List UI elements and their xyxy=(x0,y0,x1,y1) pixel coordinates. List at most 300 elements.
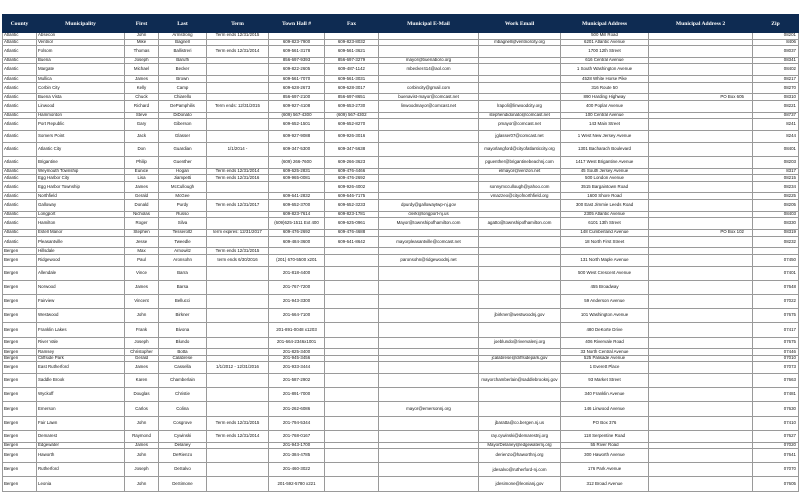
cell-work-email xyxy=(479,46,561,58)
cell-town-hall-phone: (609)625-1511 Ext 400 xyxy=(269,218,325,230)
cell-county: Atlantic xyxy=(3,142,37,156)
cell-first-name: Frank xyxy=(125,323,159,337)
cell-county: Atlantic xyxy=(3,218,37,230)
cell-zip: 07073 xyxy=(753,362,799,374)
cell-municipal-email xyxy=(379,168,479,175)
cell-fax xyxy=(325,266,379,280)
cell-last-name: Purdy xyxy=(159,200,207,212)
table-row xyxy=(3,362,799,374)
cell-last-name: Jiampetti xyxy=(159,175,207,182)
cell-last-name: Brown xyxy=(159,76,207,83)
cell-fax: 609-476-2692 xyxy=(325,175,379,182)
cell-municipal-address: 143 Main Street xyxy=(561,119,649,131)
cell-municipal-email: clerk@longport-nj.us xyxy=(379,211,479,218)
cell-term: term ends 6/30/2016 xyxy=(207,254,269,266)
cell-fax: 609-926-3016 xyxy=(325,131,379,143)
column-header-work-email: Work Email xyxy=(479,15,561,33)
cell-municipality: East Rutherford xyxy=(37,362,125,374)
cell-municipal-address-2 xyxy=(649,248,753,255)
cell-last-name: Calabrese xyxy=(159,355,207,362)
cell-work-email xyxy=(479,254,561,266)
cell-first-name: Joseph xyxy=(125,57,159,64)
cell-last-name: Barra xyxy=(159,266,207,280)
cell-municipal-email xyxy=(379,46,479,58)
cell-work-email xyxy=(479,402,561,416)
cell-municipal-email xyxy=(379,477,479,491)
cell-term xyxy=(207,94,269,101)
cell-municipal-address: 33 North Central Avenue xyxy=(561,349,649,356)
cell-municipal-address-2: PO Box 102 xyxy=(649,230,753,237)
cell-fax xyxy=(325,402,379,416)
cell-municipal-email xyxy=(379,156,479,168)
cell-municipal-address: 1700 12th Street xyxy=(561,46,649,58)
cell-first-name: John xyxy=(125,477,159,491)
cell-first-name: James xyxy=(125,181,159,193)
cell-last-name: DiDonato xyxy=(159,112,207,119)
cell-municipal-address-2 xyxy=(649,309,753,323)
cell-fax xyxy=(325,362,379,374)
cell-town-hall-phone: 609-652-1501 xyxy=(269,119,325,131)
cell-town-hall-phone: 201-767-7200 xyxy=(269,280,325,294)
cell-county: Atlantic xyxy=(3,131,37,143)
cell-municipality: Hamilton xyxy=(37,218,125,230)
cell-municipal-address-2 xyxy=(649,181,753,193)
cell-last-name: McGee xyxy=(159,193,207,200)
cell-municipality: Folsom xyxy=(37,46,125,58)
cell-zip: 08341 xyxy=(753,57,799,64)
cell-municipal-address: 500 Mill Road xyxy=(561,33,649,40)
cell-term xyxy=(207,280,269,294)
cell-municipality: Atlantic City xyxy=(37,142,125,156)
cell-last-name: Cosgrove xyxy=(159,416,207,430)
cell-fax: 609-476-4688 xyxy=(325,230,379,237)
cell-zip: 08401 xyxy=(753,142,799,156)
cell-county: Bergen xyxy=(3,248,37,255)
cell-last-name: Silva xyxy=(159,218,207,230)
cell-term: Term ends 12/31/2015 xyxy=(207,248,269,255)
cell-municipal-email xyxy=(379,142,479,156)
cell-work-email: sonnymccullough@yahoo.com xyxy=(479,181,561,193)
cell-work-email xyxy=(479,175,561,182)
cell-municipal-address: 6101 13th Street xyxy=(561,218,649,230)
cell-work-email: jdesimone@leonianj.gov xyxy=(479,477,561,491)
cell-municipal-email xyxy=(379,416,479,430)
cell-term xyxy=(207,218,269,230)
cell-last-name: Chiarello xyxy=(159,94,207,101)
cell-municipal-address: 101 Washington Avenue xyxy=(561,309,649,323)
cell-first-name: Paul xyxy=(125,254,159,266)
cell-county: Atlantic xyxy=(3,181,37,193)
cell-work-email: jglasser07@comcast.net xyxy=(479,131,561,143)
cell-county: Bergen xyxy=(3,416,37,430)
cell-town-hall-phone xyxy=(269,181,325,193)
cell-town-hall-phone xyxy=(269,33,325,40)
cell-municipal-email xyxy=(379,337,479,349)
cell-municipal-address-2 xyxy=(649,355,753,362)
cell-municipality: Cliffside Park xyxy=(37,355,125,362)
cell-term xyxy=(207,463,269,477)
cell-last-name: Ballistreri xyxy=(159,46,207,58)
cell-municipal-address: 1 West New Jersey Avenue xyxy=(561,131,649,143)
mayors-table xyxy=(2,14,799,492)
cell-municipal-address: 118 Serpentine Road xyxy=(561,430,649,442)
cell-municipal-address: 316 Route 50 xyxy=(561,82,649,94)
cell-last-name: McCullough xyxy=(159,181,207,193)
cell-zip: 07648 xyxy=(753,280,799,294)
cell-work-email xyxy=(479,82,561,94)
table-row xyxy=(3,119,799,131)
cell-municipal-address xyxy=(561,248,649,255)
column-header-municipal-address-2: Municipal Address 2 xyxy=(649,15,753,33)
cell-first-name: James xyxy=(125,362,159,374)
cell-work-email: jcalabrese@cliffsidepark.gov xyxy=(479,355,561,362)
cell-municipal-address-2 xyxy=(649,218,753,230)
cell-zip: 8317 xyxy=(753,168,799,175)
cell-last-name: Bivona xyxy=(159,323,207,337)
cell-municipal-address: 455 Broadway xyxy=(561,280,649,294)
cell-municipal-address-2 xyxy=(649,33,753,40)
cell-first-name: John xyxy=(125,309,159,323)
cell-zip: 07627 xyxy=(753,430,799,442)
cell-last-name: Cassella xyxy=(159,362,207,374)
cell-town-hall-phone: 609-965-0081 xyxy=(269,175,325,182)
column-header-county: County xyxy=(3,15,37,33)
cell-municipal-address: 131 North Maple Avenue xyxy=(561,254,649,266)
cell-zip: 07022 xyxy=(753,294,799,308)
cell-work-email: MayorDelaney@edgewaternj.org xyxy=(479,442,561,449)
cell-term xyxy=(207,266,269,280)
cell-first-name: Gary xyxy=(125,119,159,131)
cell-municipal-email xyxy=(379,266,479,280)
cell-town-hall-phone: 609-484-3600 xyxy=(269,236,325,248)
cell-municipality: Somers Point xyxy=(37,131,125,143)
cell-municipal-address: 616 Central Avenue xyxy=(561,57,649,64)
cell-first-name: Kelly xyxy=(125,82,159,94)
cell-town-hall-phone: 201-943-1700 xyxy=(269,442,325,449)
cell-municipal-address: 890 Harding Highway xyxy=(561,94,649,101)
cell-work-email xyxy=(479,57,561,64)
cell-county: Atlantic xyxy=(3,168,37,175)
cell-municipal-address: 18 North First Street xyxy=(561,236,649,248)
table-row xyxy=(3,175,799,182)
cell-municipal-address-2 xyxy=(649,101,753,113)
cell-term xyxy=(207,294,269,308)
cell-fax xyxy=(325,442,379,449)
cell-municipal-email xyxy=(379,323,479,337)
cell-last-name: Baruffi xyxy=(159,57,207,64)
cell-term xyxy=(207,309,269,323)
cell-first-name: Gerald xyxy=(125,355,159,362)
cell-town-hall-phone xyxy=(269,248,325,255)
cell-zip: 07675 xyxy=(753,309,799,323)
cell-zip: 07675 xyxy=(753,337,799,349)
cell-county: Bergen xyxy=(3,337,37,349)
cell-zip: 08234 xyxy=(753,181,799,193)
column-header-municipal-email: Municipal E-Mail xyxy=(379,15,479,33)
cell-municipal-email: mbecker414@aol.com xyxy=(379,64,479,76)
cell-municipality: Egg Harbor City xyxy=(37,175,125,182)
cell-zip: 08310 xyxy=(753,94,799,101)
table-row xyxy=(3,337,799,349)
table-row xyxy=(3,449,799,463)
cell-last-name: Tweedle xyxy=(159,236,207,248)
cell-first-name: Joseph xyxy=(125,337,159,349)
table-row xyxy=(3,33,799,40)
cell-work-email: agatto@townshipofhamilton.com xyxy=(479,218,561,230)
cell-town-hall-phone: 609-927-9088 xyxy=(269,131,325,143)
cell-municipal-address-2 xyxy=(649,349,753,356)
cell-fax: 609-926-4002 xyxy=(325,181,379,193)
cell-fax xyxy=(325,248,379,255)
cell-municipality: Hillsdale xyxy=(37,248,125,255)
cell-municipality: Westwood xyxy=(37,309,125,323)
cell-town-hall-phone: 201-587-2902 xyxy=(269,374,325,388)
cell-town-hall-phone: 201-262-6086 xyxy=(269,402,325,416)
table-row xyxy=(3,181,799,193)
cell-last-name: Blundo xyxy=(159,337,207,349)
cell-last-name: Delaney xyxy=(159,442,207,449)
cell-municipal-address-2 xyxy=(649,266,753,280)
cell-term xyxy=(207,388,269,402)
cell-work-email: mbagnell@ventnorcity.org xyxy=(479,39,561,46)
cell-municipal-address: 1600 Shore Road xyxy=(561,193,649,200)
cell-county: Atlantic xyxy=(3,200,37,212)
cell-municipality: Haworth xyxy=(37,449,125,463)
cell-town-hall-phone: 856-697-9393 xyxy=(269,57,325,64)
cell-first-name: Eunice xyxy=(125,168,159,175)
cell-fax xyxy=(325,33,379,40)
cell-first-name: James xyxy=(125,76,159,83)
cell-municipal-address-2 xyxy=(649,175,753,182)
cell-municipal-address: 1301 Bacharach Boulevard xyxy=(561,142,649,156)
cell-municipal-address-2 xyxy=(649,374,753,388)
cell-municipal-email: Mayor@townshipofhamilton.com xyxy=(379,218,479,230)
table-row xyxy=(3,388,799,402)
cell-fax xyxy=(325,280,379,294)
cell-work-email: jbirkner@westwoodnj.gov xyxy=(479,309,561,323)
cell-first-name: John xyxy=(125,416,159,430)
cell-work-email: jbaratta@co.bergen.nj.us xyxy=(479,416,561,430)
cell-municipal-address: 480 DeKorte Drive xyxy=(561,323,649,337)
cell-county: Atlantic xyxy=(3,211,37,218)
cell-town-hall-phone: 201-794-5344 xyxy=(269,416,325,430)
table-header xyxy=(3,15,799,33)
cell-term xyxy=(207,337,269,349)
table-row xyxy=(3,101,799,113)
table-row xyxy=(3,168,799,175)
cell-municipal-email xyxy=(379,442,479,449)
cell-municipality: Ventnor xyxy=(37,39,125,46)
cell-fax: 856-697-8651 xyxy=(325,94,379,101)
column-header-municipality: Municipality xyxy=(37,15,125,33)
cell-fax: 609-652-8270 xyxy=(325,119,379,131)
cell-fax: 609-561-3031 xyxy=(325,76,379,83)
cell-last-name: Bagnell xyxy=(159,39,207,46)
cell-municipal-address: 55 River Road xyxy=(561,442,649,449)
cell-fax: 609-561-3621 xyxy=(325,46,379,58)
cell-municipal-address-2 xyxy=(649,76,753,83)
cell-fax: 609-476-4466 xyxy=(325,168,379,175)
cell-zip: 07417 xyxy=(753,323,799,337)
cell-zip: 07450 xyxy=(753,254,799,266)
cell-municipal-address-2 xyxy=(649,142,753,156)
table-row xyxy=(3,248,799,255)
cell-last-name: Becker xyxy=(159,64,207,76)
cell-fax: 856-697-3279 xyxy=(325,57,379,64)
cell-county: Bergen xyxy=(3,402,37,416)
cell-fax: 609-487-1142 xyxy=(325,64,379,76)
column-header-zip: Zip xyxy=(753,15,799,33)
cell-first-name: Carlos xyxy=(125,402,159,416)
table-row xyxy=(3,374,799,388)
cell-municipality: Wyckoff xyxy=(37,388,125,402)
cell-municipality: Port Republic xyxy=(37,119,125,131)
cell-zip: 07020 xyxy=(753,442,799,449)
cell-term xyxy=(207,131,269,143)
cell-term xyxy=(207,449,269,463)
cell-municipality: Pleasantville xyxy=(37,236,125,248)
cell-fax xyxy=(325,355,379,362)
cell-town-hall-phone: 201-384-4785 xyxy=(269,449,325,463)
cell-last-name: Barsa xyxy=(159,280,207,294)
cell-county: Bergen xyxy=(3,449,37,463)
cell-municipality: Edgewater xyxy=(37,442,125,449)
table-row xyxy=(3,254,799,266)
cell-last-name: Hogan xyxy=(159,168,207,175)
cell-term: 1/1/2012 - 12/31/2016 xyxy=(207,362,269,374)
cell-municipal-address: 500 London Avenue xyxy=(561,175,649,182)
cell-municipal-email xyxy=(379,349,479,356)
cell-municipal-address-2 xyxy=(649,254,753,266)
cell-town-hall-phone: (609) 567-4300 xyxy=(269,112,325,119)
cell-county: Atlantic xyxy=(3,76,37,83)
cell-work-email: pguenther@brigantinebeachnj.com xyxy=(479,156,561,168)
cell-town-hall-phone: 201-943-3300 xyxy=(269,294,325,308)
cell-zip: 07010 xyxy=(753,355,799,362)
cell-work-email xyxy=(479,236,561,248)
cell-municipal-address: 525 Palisade Avenue xyxy=(561,355,649,362)
cell-municipal-address-2 xyxy=(649,211,753,218)
cell-last-name: Aronsohn xyxy=(159,254,207,266)
cell-first-name: Max xyxy=(125,248,159,255)
cell-fax xyxy=(325,388,379,402)
table-row xyxy=(3,94,799,101)
cell-municipal-address-2 xyxy=(649,193,753,200)
cell-county: Atlantic xyxy=(3,57,37,64)
table-row xyxy=(3,142,799,156)
cell-county: Bergen xyxy=(3,266,37,280)
cell-municipal-address: 2305 Atlantic Avenue xyxy=(561,211,649,218)
table-row xyxy=(3,46,799,58)
cell-term: Term ends 12/31/2015 xyxy=(207,33,269,40)
cell-county: Bergen xyxy=(3,294,37,308)
cell-zip: 08270 xyxy=(753,82,799,94)
cell-municipal-address-2 xyxy=(649,388,753,402)
cell-town-hall-phone: 609-347-5300 xyxy=(269,142,325,156)
cell-first-name: Vincent xyxy=(125,294,159,308)
cell-municipal-email xyxy=(379,230,479,237)
cell-town-hall-phone: (201) 670-5500 x201 xyxy=(269,254,325,266)
table-row xyxy=(3,211,799,218)
cell-county: Atlantic xyxy=(3,94,37,101)
cell-fax: 609-653-2730 xyxy=(325,101,379,113)
cell-town-hall-phone: 609-641-2832 xyxy=(269,193,325,200)
cell-municipality: Hammonton xyxy=(37,112,125,119)
cell-municipal-address: 176 Park Avenue xyxy=(561,463,649,477)
cell-first-name: Lisa xyxy=(125,175,159,182)
cell-town-hall-phone: 609-625-2831 xyxy=(269,168,325,175)
cell-last-name: Cywinski xyxy=(159,430,207,442)
table-row xyxy=(3,477,799,491)
cell-municipality: Allendale xyxy=(37,266,125,280)
table-row xyxy=(3,156,799,168)
cell-county: Bergen xyxy=(3,349,37,356)
cell-work-email xyxy=(479,248,561,255)
cell-work-email: mayorchamberlain@saddlebrooknj.gov xyxy=(479,374,561,388)
cell-county: Atlantic xyxy=(3,236,37,248)
cell-term: Term ends 12/31/2014 xyxy=(207,168,269,175)
cell-first-name: Gerald xyxy=(125,193,159,200)
cell-last-name: Glasser xyxy=(159,131,207,143)
cell-municipality: Fair Lawn xyxy=(37,416,125,430)
cell-municipal-email xyxy=(379,193,479,200)
cell-first-name: Philip xyxy=(125,156,159,168)
cell-zip: 08403 xyxy=(753,211,799,218)
table-row xyxy=(3,200,799,212)
cell-municipal-address: 4528 White Horse Pike xyxy=(561,76,649,83)
cell-municipal-address: 100 Central Avenue xyxy=(561,112,649,119)
cell-zip: 08205 xyxy=(753,200,799,212)
cell-work-email xyxy=(479,388,561,402)
table-row xyxy=(3,230,799,237)
cell-county: Bergen xyxy=(3,374,37,388)
cell-work-email: lrapoli@linwoodcity.org xyxy=(479,101,561,113)
cell-county: Atlantic xyxy=(3,82,37,94)
cell-work-email xyxy=(479,230,561,237)
cell-municipal-address-2 xyxy=(649,57,753,64)
cell-county: Bergen xyxy=(3,309,37,323)
table-row xyxy=(3,355,799,362)
cell-municipal-address-2 xyxy=(649,323,753,337)
cell-zip: 08225 xyxy=(753,193,799,200)
cell-last-name: DeSalvo xyxy=(159,463,207,477)
cell-term: Term ends: 12/31/2015 xyxy=(207,101,269,113)
column-header-town-hall-phone: Town Hall # xyxy=(269,15,325,33)
cell-municipal-email: mayor@emersonnj.org xyxy=(379,402,479,416)
cell-term xyxy=(207,236,269,248)
column-header-first-name: First xyxy=(125,15,159,33)
cell-county: Atlantic xyxy=(3,112,37,119)
cell-first-name: Jesse xyxy=(125,236,159,248)
cell-last-name: Arnowitz xyxy=(159,248,207,255)
cell-first-name: Steve xyxy=(125,112,159,119)
cell-municipal-email xyxy=(379,175,479,182)
cell-municipal-address-2 xyxy=(649,236,753,248)
cell-county: Bergen xyxy=(3,442,37,449)
cell-municipal-email xyxy=(379,430,479,442)
table-row xyxy=(3,309,799,323)
cell-first-name: Mike xyxy=(125,39,159,46)
column-header-municipal-address: Municipal Address xyxy=(561,15,649,33)
cell-last-name: Russo xyxy=(159,211,207,218)
table-body xyxy=(3,33,799,492)
cell-town-hall-phone: 609-652-3700 xyxy=(269,200,325,212)
cell-municipality: Leonia xyxy=(37,477,125,491)
cell-zip: 07446 xyxy=(753,349,799,356)
cell-term xyxy=(207,76,269,83)
cell-municipal-address-2 xyxy=(649,200,753,212)
cell-town-hall-phone: 609-822-2605 xyxy=(269,64,325,76)
